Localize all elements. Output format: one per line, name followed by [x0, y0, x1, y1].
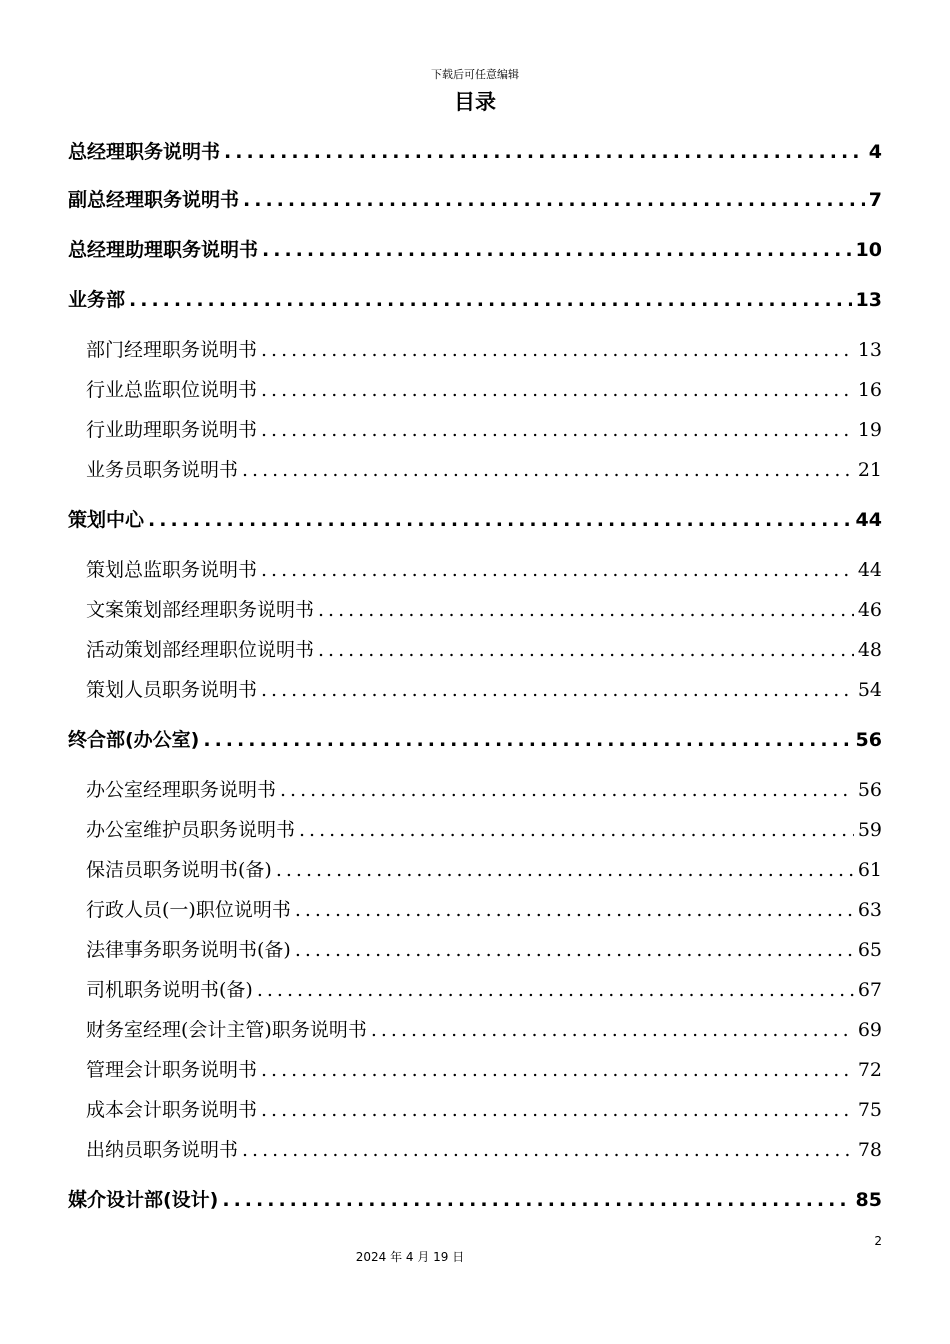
toc-leader: [242, 1139, 854, 1161]
toc-entry-label: 管理会计职务说明书: [86, 1059, 258, 1081]
toc-entry[interactable]: [86, 975, 882, 1002]
toc-entry[interactable]: [68, 725, 882, 752]
toc-entry-label: 总经理职务说明书: [68, 141, 221, 163]
toc-entry-page: 85: [855, 1189, 882, 1211]
toc-entry-page: 65: [857, 939, 882, 961]
toc-leader: [262, 239, 852, 261]
toc-entry-label: 行业助理职务说明书: [86, 419, 258, 441]
toc-entry-page: 48: [857, 639, 882, 661]
toc-entry-label: 财务室经理(会计主管)职务说明书: [86, 1019, 367, 1041]
toc-entry-label: 行政人员(一)职位说明书: [86, 899, 291, 921]
toc-entry-label: 副总经理职务说明书: [68, 189, 240, 211]
toc-leader: [318, 599, 854, 621]
toc-entry[interactable]: [86, 335, 882, 362]
toc-entry-label: 策划总监职务说明书: [86, 559, 258, 581]
toc-entry-label: 业务员职务说明书: [86, 459, 239, 481]
toc-entry-page: 56: [857, 779, 882, 801]
toc-entry-label: 策划人员职务说明书: [86, 679, 258, 701]
toc-entry-page: 19: [857, 419, 882, 441]
toc-entry-page: 54: [857, 679, 882, 701]
toc-entry-label: 活动策划部经理职位说明书: [86, 639, 315, 661]
toc-entry-label: 媒介设计部(设计): [68, 1189, 219, 1211]
toc-entry-page: 46: [857, 599, 882, 621]
toc-leader: [242, 459, 854, 481]
toc-entry[interactable]: [68, 285, 882, 312]
toc-entry-label: 策划中心: [68, 509, 145, 531]
toc-entry-page: 4: [868, 141, 882, 163]
toc-leader: [276, 859, 854, 881]
toc-entry-label: 出纳员职务说明书: [86, 1139, 239, 1161]
toc-entry-label: 文案策划部经理职务说明书: [86, 599, 315, 621]
toc-entry-page: 13: [857, 339, 882, 361]
toc-entry-label: 保洁员职务说明书(备): [86, 859, 272, 881]
toc-entry-page: 44: [855, 509, 882, 531]
toc-entry-page: 56: [855, 729, 882, 751]
toc-leader: [148, 509, 852, 531]
toc-entry-page: 61: [857, 859, 882, 881]
toc-entry[interactable]: [68, 1185, 882, 1212]
header-note: 下载后可任意编辑: [431, 68, 519, 81]
toc-entry-page: 44: [857, 559, 882, 581]
toc-entry-page: 7: [868, 189, 882, 211]
toc-leader: [261, 379, 854, 401]
toc-entry-page: 21: [857, 459, 882, 481]
toc-entry-page: 13: [855, 289, 882, 311]
toc-leader: [261, 1099, 854, 1121]
page-number: 2: [874, 1234, 882, 1248]
toc-leader: [261, 339, 854, 361]
toc-entry[interactable]: [86, 1015, 882, 1042]
toc-entry-label: 法律事务职务说明书(备): [86, 939, 291, 961]
toc-entry-page: 75: [857, 1099, 882, 1121]
toc-entry[interactable]: [86, 635, 882, 662]
toc-entry[interactable]: [68, 235, 882, 262]
toc-leader: [257, 979, 854, 1001]
toc-leader: [243, 189, 865, 211]
toc-leader: [129, 289, 852, 311]
footer-date: 2024 年 4 月 19 日: [355, 1250, 465, 1264]
toc-entry-page: 10: [855, 239, 882, 261]
toc-entry-page: 69: [857, 1019, 882, 1041]
toc-title: 目录: [454, 90, 496, 114]
toc-entry-label: 终合部(办公室): [68, 729, 200, 751]
toc-entry-label: 司机职务说明书(备): [86, 979, 253, 1001]
toc-entry-label: 办公室维护员职务说明书: [86, 819, 296, 841]
toc-leader: [203, 729, 851, 751]
toc-leader: [224, 141, 865, 163]
toc-entry[interactable]: [68, 185, 882, 212]
toc-entry-label: 业务部: [68, 289, 126, 311]
toc-leader: [261, 559, 854, 581]
toc-entry-page: 67: [857, 979, 882, 1001]
toc-leader: [261, 679, 854, 701]
toc-entry[interactable]: [86, 855, 882, 882]
toc-leader: [318, 639, 854, 661]
toc-entry-label: 部门经理职务说明书: [86, 339, 258, 361]
toc-entry[interactable]: [86, 455, 882, 482]
toc-leader: [280, 779, 854, 801]
toc-entry-page: 16: [857, 379, 882, 401]
toc-entry[interactable]: [86, 895, 882, 922]
toc-entry[interactable]: [68, 137, 882, 164]
toc-entry-label: 办公室经理职务说明书: [86, 779, 277, 801]
toc-entry-page: 78: [857, 1139, 882, 1161]
toc-entry[interactable]: [86, 775, 882, 802]
toc-entry[interactable]: [86, 595, 882, 622]
toc-leader: [295, 899, 854, 921]
toc-entry-label: 行业总监职位说明书: [86, 379, 258, 401]
toc-entry-page: 72: [857, 1059, 882, 1081]
toc-entry[interactable]: [68, 505, 882, 532]
toc-entry[interactable]: [86, 375, 882, 402]
toc-leader: [299, 819, 854, 841]
toc-leader: [222, 1189, 851, 1211]
toc-entry[interactable]: [86, 555, 882, 582]
toc-leader: [371, 1019, 854, 1041]
toc-leader: [261, 1059, 854, 1081]
toc-leader: [295, 939, 854, 961]
toc-entry[interactable]: [86, 1135, 882, 1162]
toc-entry[interactable]: [86, 815, 882, 842]
toc-entry-label: 总经理助理职务说明书: [68, 239, 259, 261]
toc-entry[interactable]: [86, 675, 882, 702]
toc-entry-page: 63: [857, 899, 882, 921]
toc-entry-label: 成本会计职务说明书: [86, 1099, 258, 1121]
toc-entry[interactable]: [86, 1095, 882, 1122]
toc-entry[interactable]: [86, 415, 882, 442]
toc-entry[interactable]: [86, 935, 882, 962]
toc-leader: [261, 419, 854, 441]
toc-entry[interactable]: [86, 1055, 882, 1082]
toc-entry-page: 59: [857, 819, 882, 841]
